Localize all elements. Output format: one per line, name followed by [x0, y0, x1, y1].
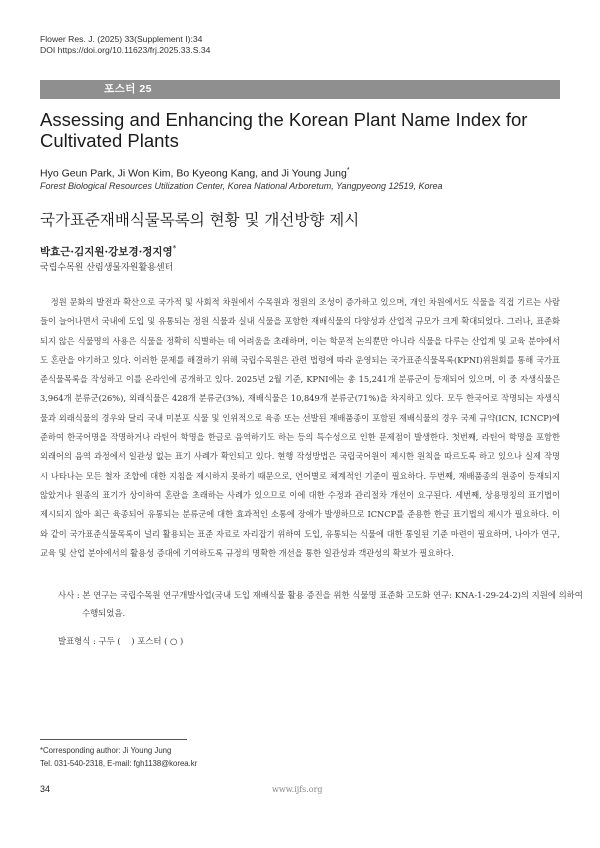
corresponding-author: *Corresponding author: Ji Young Jung [40, 746, 172, 755]
korean-authors [40, 244, 176, 259]
english-affiliation: Forest Biological Resources Utilization Center, Korea National Arboretum, Yangpyeong 12519, Korea [40, 181, 443, 191]
korean-author-names: 박효근·김지원·강보경·정지영 [40, 246, 173, 258]
section-bar [40, 80, 560, 99]
korean-corresponding-mark: * [172, 244, 177, 253]
korean-affiliation: 국립수목원 산림생물자원활용센터 [40, 263, 174, 273]
english-authors [40, 167, 350, 180]
footer-url: www.ijfs.org [272, 785, 323, 794]
footnote [40, 744, 197, 770]
footnote-divider [40, 739, 187, 740]
doi-line: DOI https://doi.org/10.11623/frj.2025.33.S.34 [40, 45, 211, 55]
corresponding-mark: * [346, 167, 350, 174]
contact-info: Tel. 031-540-2318, E-mail: fgh1138@korea.kr [40, 759, 198, 768]
english-author-names: Hyo Geun Park, Ji Won Kim, Bo Kyeong Kang, and Ji Young Jung [40, 167, 347, 180]
english-title: Assessing and Enhancing the Korean Plant Name Index for Cultivated Plants [40, 109, 528, 151]
presentation-format: 발표형식 : 구두 ( ) 포스터 ( ○ ) [58, 636, 184, 646]
abstract-body: 정원 문화의 발전과 확산으로 국가적 및 사회적 차원에서 수목원과 정원의 조성이 증가하고 있으며, 개인 차원에서도 식물을 직접 기르는 사람들이 늘어나면서 국내에 도입 및 유통되는 정원 식물과 실내 식물을 포함한 재배식물의 다양성과 산업적 규모가 크게 확대되었다. 그러나, 표준화되지 않은 식물명의 사용은 식물을 정확히 식별하는 데 어려움을 초래하며, 이는 학문적 논의뿐만 아니라 식물을 다루는 산업계 및 교육 분야에서도 혼란을 야기하고 있다. 이러한 문제를 해결하기 위해 국립수목원은 관련 법령에 따라 운영되는 국가표준식물목록(KPNI)위원회를 통해 국가표준식물목록을 작성하고 이를 온라인에 공개하고 있다. 2025년 2월 기준, KPNI에는 총 15,241개 분류군이 등재되어 있으며, 이 중 자생식물은 3,964개 분류군(26%), 외래식물은 428개 분류군(3%), 재배식물은 10,849개 분류군(71%)을 차지하고 있다. 모두 한국어로 작명되는 자생식물과 외래식물의 경우와 달리 국내 미분포 식물 및 인위적으로 육종 또는 선발된 재배품종이 포함된 재배식물의 경우 국제 규약(ICN, ICNCP)에 준하여 한국어명을 작명하거나 라틴어 학명을 한글로 음역하기도 하는 등의 특수성으로 인한 문제점이 발생한다. 첫번째, 라틴어 학명을 포함한 외래어의 음역 과정에서 일관성 없는 표기 사례가 확인되고 있다. 현행 작성방법은 국립국어원이 제시한 원칙을 따르도록 하고 있으나 실제 작명시 나타나는 모든 철자 조합에 대한 지침을 제시하지 못하기 때문으로, 언어별로 체계적인 기준이 필요하다. 두번째, 재배품종의 원종이 등재되지 않았거나 원종의 표기가 상이하여 혼란을 초래하는 사례가 있으므로 이에 대한 수정과 관리절차 개선이 요구된다. 세번째, 상용명칭의 표기법이 제시되지 않아 최근 육종되어 유통되는 분류군에 대한 효과적인 소통에 장애가 발생하므로 ICNCP를 준용한 한글 표기법의 제시가 필요하다. 이와 같이 국가표준식물목록이 널리 활용되는 표준 자료로 자리잡기 위하여 도입, 유통되는 식물에 대한 통일된 기준 마련이 필요하며, 나아가 연구, 교육 및 산업 분야에서의 활용성 증대에 기여하도록 규정의 명확한 개선을 통한 일관성과 객관성의 확보가 필요하다. [40, 297, 560, 558]
section-label: 포스터 25 [104, 83, 153, 95]
journal-citation: Flower Res. J. (2025) 33(Supplement I):34 [40, 34, 203, 44]
acknowledgement: 사사 : 본 연구는 국립수목원 연구개발사업(국내 도입 재배식물 활용 증진을 위한 식물명 표준화 고도화 연구: KNA-1-29-24-2)의 지원에 의하여 수행되었음. [58, 590, 583, 618]
page-number: 34 [40, 784, 51, 794]
korean-title: 국가표준재배식물목록의 현황 및 개선방향 제시 [40, 211, 360, 229]
